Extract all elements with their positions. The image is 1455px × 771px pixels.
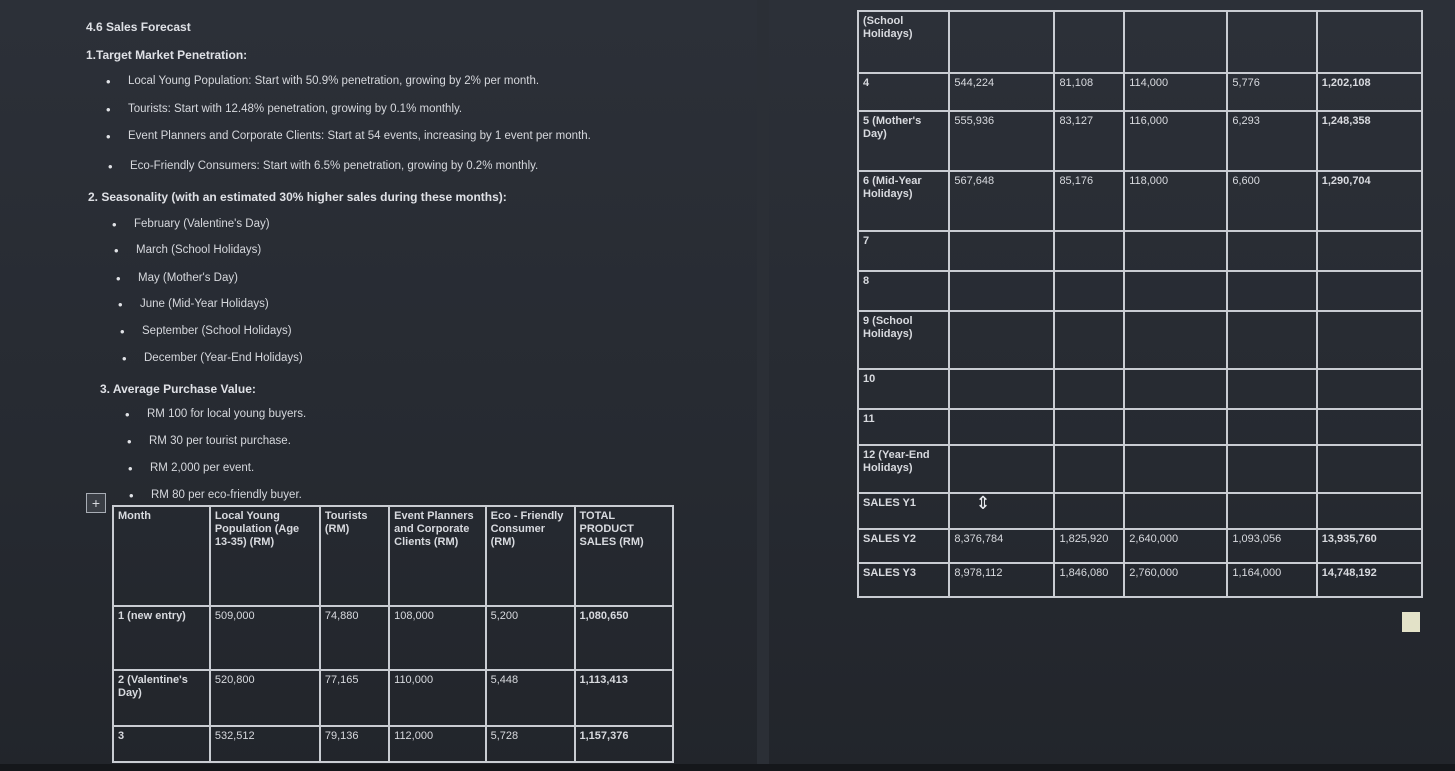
cell-month[interactable]: 1 (new entry): [113, 606, 210, 670]
cell-month[interactable]: SALES Y3: [858, 563, 949, 597]
cell-total[interactable]: 1,080,650: [575, 606, 674, 670]
cell-total[interactable]: [1317, 409, 1422, 445]
cell-eco[interactable]: 6,600: [1227, 171, 1316, 231]
cell-local[interactable]: [949, 493, 1054, 529]
header-local[interactable]: Local Young Population (Age 13-35) (RM): [210, 506, 320, 606]
cell-tourists[interactable]: [1054, 311, 1124, 369]
table-row: [858, 111, 1422, 171]
cell-eco[interactable]: [1227, 11, 1316, 73]
seasonality-item: • March (School Holidays): [136, 244, 261, 256]
table-row: [113, 726, 673, 762]
cell-local[interactable]: 8,978,112: [949, 563, 1054, 597]
table-header-row: [113, 506, 673, 606]
target-item: • Event Planners and Corporate Clients: Start at 54 events, increasing by 1 event per month.: [128, 130, 591, 142]
cell-tourists[interactable]: [1054, 369, 1124, 409]
target-item: • Local Young Population: Start with 50.9% penetration, growing by 2% per month.: [128, 75, 539, 87]
cell-events[interactable]: 112,000: [389, 726, 485, 762]
purchase-item: • RM 30 per tourist purchase.: [149, 435, 291, 447]
cell-month[interactable]: 5 (Mother's Day): [858, 111, 949, 171]
target-item: • Eco-Friendly Consumers: Start with 6.5% penetration, growing by 0.2% monthly.: [130, 160, 538, 172]
cell-total[interactable]: [1317, 231, 1422, 271]
target-heading: 1.Target Market Penetration:: [86, 48, 248, 62]
seasonality-item: • June (Mid-Year Holidays): [140, 298, 269, 310]
cell-events[interactable]: 2,760,000: [1124, 563, 1227, 597]
table-row: [858, 409, 1422, 445]
cell-events[interactable]: [1124, 493, 1227, 529]
cell-tourists[interactable]: 1,846,080: [1054, 563, 1124, 597]
purchase-heading: 3. Average Purchase Value:: [100, 382, 256, 396]
cell-local[interactable]: 509,000: [210, 606, 320, 670]
cell-local[interactable]: 8,376,784: [949, 529, 1054, 563]
taskbar: [0, 764, 1455, 771]
cell-total[interactable]: 14,748,192: [1317, 563, 1422, 597]
table-row: [858, 73, 1422, 111]
row-resize-cursor-icon: ⇕: [975, 493, 991, 513]
sales-table-right: [857, 10, 1423, 598]
cell-tourists[interactable]: 77,165: [320, 670, 389, 726]
cell-eco[interactable]: 6,293: [1227, 111, 1316, 171]
table-row: [113, 606, 673, 670]
cell-tourists[interactable]: [1054, 271, 1124, 311]
cell-events[interactable]: 2,640,000: [1124, 529, 1227, 563]
cell-eco[interactable]: [1227, 231, 1316, 271]
cell-tourists[interactable]: 81,108: [1054, 73, 1124, 111]
cell-tourists[interactable]: 74,880: [320, 606, 389, 670]
seasonality-item: • September (School Holidays): [142, 325, 292, 337]
cell-events[interactable]: [1124, 11, 1227, 73]
cell-total[interactable]: [1317, 445, 1422, 493]
cell-local[interactable]: [949, 369, 1054, 409]
cell-local[interactable]: 555,936: [949, 111, 1054, 171]
cell-eco[interactable]: 1,093,056: [1227, 529, 1316, 563]
cell-total[interactable]: 1,290,704: [1317, 171, 1422, 231]
table-row: [858, 369, 1422, 409]
cell-total[interactable]: [1317, 271, 1422, 311]
cell-month[interactable]: 3: [113, 726, 210, 762]
cell-total[interactable]: [1317, 369, 1422, 409]
cell-month[interactable]: 4: [858, 73, 949, 111]
header-total[interactable]: TOTAL PRODUCT SALES (RM): [575, 506, 674, 606]
cell-eco[interactable]: [1227, 409, 1316, 445]
cell-month[interactable]: 8: [858, 271, 949, 311]
cell-eco[interactable]: [1227, 445, 1316, 493]
target-item: • Tourists: Start with 12.48% penetration, growing by 0.1% monthly.: [128, 103, 462, 115]
cell-month[interactable]: SALES Y1: [858, 493, 949, 529]
cell-eco[interactable]: 1,164,000: [1227, 563, 1316, 597]
seasonality-heading: 2. Seasonality (with an estimated 30% higher sales during these months):: [88, 190, 507, 204]
cell-tourists[interactable]: [1054, 445, 1124, 493]
table-row: [858, 493, 1422, 529]
section-title: 4.6 Sales Forecast: [86, 20, 191, 34]
header-events[interactable]: Event Planners and Corporate Clients (RM): [389, 506, 485, 606]
header-month[interactable]: Month: [113, 506, 210, 606]
cell-events[interactable]: [1124, 231, 1227, 271]
cell-month[interactable]: 12 (Year-End Holidays): [858, 445, 949, 493]
cell-eco[interactable]: [1227, 271, 1316, 311]
table-row: [858, 231, 1422, 271]
cell-local[interactable]: [949, 231, 1054, 271]
cell-tourists[interactable]: [1054, 493, 1124, 529]
cell-eco[interactable]: 5,776: [1227, 73, 1316, 111]
cell-events[interactable]: [1124, 311, 1227, 369]
cell-eco[interactable]: 5,448: [486, 670, 575, 726]
cell-month[interactable]: 2 (Valentine's Day): [113, 670, 210, 726]
cell-total[interactable]: [1317, 493, 1422, 529]
cell-events[interactable]: [1124, 369, 1227, 409]
cell-total[interactable]: 1,248,358: [1317, 111, 1422, 171]
seasonality-item: • May (Mother's Day): [138, 272, 238, 284]
cell-tourists[interactable]: 79,136: [320, 726, 389, 762]
cell-tourists[interactable]: [1054, 11, 1124, 73]
cell-local[interactable]: 544,224: [949, 73, 1054, 111]
cell-local[interactable]: [949, 271, 1054, 311]
purchase-item: • RM 2,000 per event.: [150, 462, 254, 474]
table-resize-handle[interactable]: [1402, 612, 1420, 632]
sales-table-left: [112, 505, 674, 763]
cell-total[interactable]: 1,157,376: [575, 726, 674, 762]
cell-events[interactable]: 108,000: [389, 606, 485, 670]
cell-month[interactable]: 11: [858, 409, 949, 445]
table-row: [858, 171, 1422, 231]
table-row: [858, 311, 1422, 369]
cell-tourists[interactable]: 1,825,920: [1054, 529, 1124, 563]
cell-month[interactable]: SALES Y2: [858, 529, 949, 563]
cell-local[interactable]: [949, 11, 1054, 73]
cell-tourists[interactable]: [1054, 231, 1124, 271]
cell-eco[interactable]: 5,200: [486, 606, 575, 670]
table-row: [858, 11, 1422, 73]
cell-events[interactable]: 110,000: [389, 670, 485, 726]
cell-month[interactable]: (School Holidays): [858, 11, 949, 73]
seasonality-item: • February (Valentine's Day): [134, 218, 270, 230]
cell-local[interactable]: 520,800: [210, 670, 320, 726]
cell-total[interactable]: [1317, 11, 1422, 73]
cell-month[interactable]: 10: [858, 369, 949, 409]
cell-tourists[interactable]: 85,176: [1054, 171, 1124, 231]
table-row: [858, 271, 1422, 311]
cell-eco[interactable]: [1227, 369, 1316, 409]
seasonality-item: • December (Year-End Holidays): [144, 352, 303, 364]
header-tourists[interactable]: Tourists (RM): [320, 506, 389, 606]
page-gutter: [757, 0, 769, 771]
cell-total[interactable]: 1,113,413: [575, 670, 674, 726]
cell-local[interactable]: [949, 409, 1054, 445]
cell-month[interactable]: 7: [858, 231, 949, 271]
cell-events[interactable]: [1124, 271, 1227, 311]
purchase-item: • RM 80 per eco-friendly buyer.: [151, 489, 302, 501]
cell-eco[interactable]: [1227, 311, 1316, 369]
table-row: [858, 563, 1422, 597]
cell-eco[interactable]: [1227, 493, 1316, 529]
cell-events[interactable]: [1124, 445, 1227, 493]
header-eco[interactable]: Eco - Friendly Consumer (RM): [486, 506, 575, 606]
cell-local[interactable]: [949, 311, 1054, 369]
table-move-handle-icon[interactable]: +: [86, 493, 106, 513]
cell-events[interactable]: 114,000: [1124, 73, 1227, 111]
cell-events[interactable]: 116,000: [1124, 111, 1227, 171]
cell-local[interactable]: [949, 445, 1054, 493]
cell-events[interactable]: [1124, 409, 1227, 445]
cell-total[interactable]: 1,202,108: [1317, 73, 1422, 111]
cell-month[interactable]: 6 (Mid-Year Holidays): [858, 171, 949, 231]
cell-month[interactable]: 9 (School Holidays): [858, 311, 949, 369]
cell-tourists[interactable]: 83,127: [1054, 111, 1124, 171]
cell-events[interactable]: 118,000: [1124, 171, 1227, 231]
cell-local[interactable]: 567,648: [949, 171, 1054, 231]
cell-eco[interactable]: 5,728: [486, 726, 575, 762]
purchase-item: • RM 100 for local young buyers.: [147, 408, 306, 420]
table-row: [858, 529, 1422, 563]
cell-total[interactable]: [1317, 311, 1422, 369]
cell-local[interactable]: 532,512: [210, 726, 320, 762]
table-row: [858, 445, 1422, 493]
cell-total[interactable]: 13,935,760: [1317, 529, 1422, 563]
cell-tourists[interactable]: [1054, 409, 1124, 445]
table-row: [113, 670, 673, 726]
